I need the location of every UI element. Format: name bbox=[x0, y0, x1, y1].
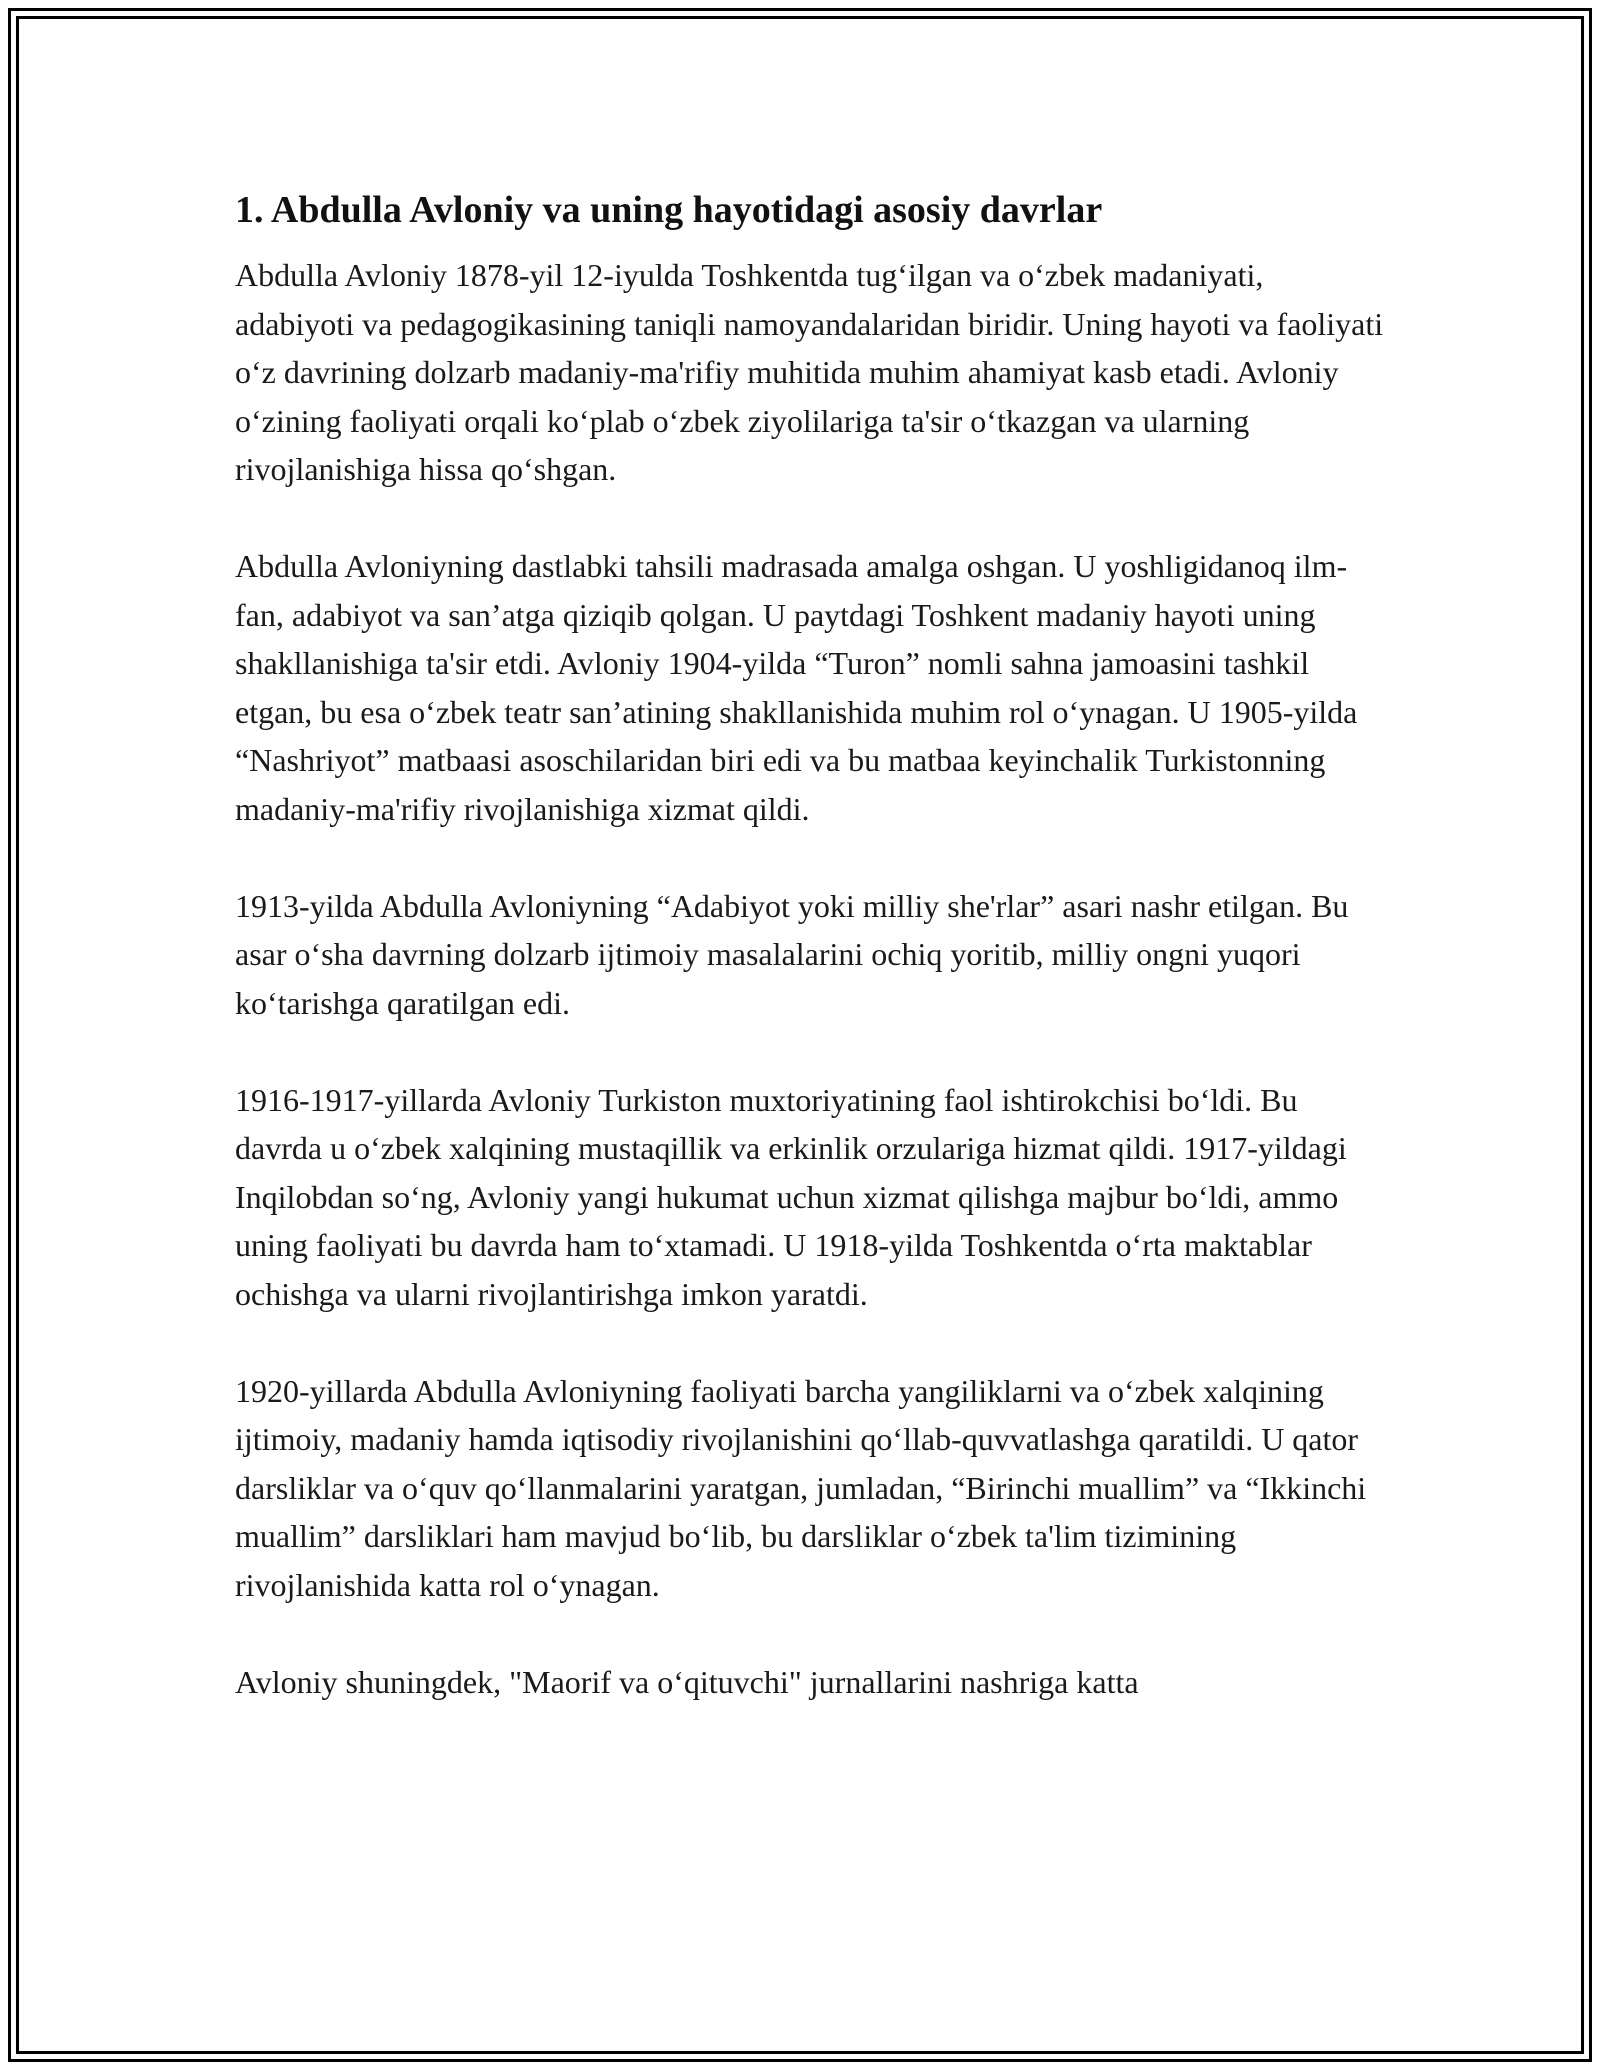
paragraph-maorif: Avloniy shuningdek, "Maorif va o‘qituvchi" jurnallarini nashriga katta bbox=[235, 1663, 1139, 1700]
document-body bbox=[235, 186, 1385, 1755]
paragraph-birth: Abdulla Avloniy 1878-yil 12-iyulda Toshkentda tug‘ilgan va o‘zbek madaniyati, adabiyoti va pedagogikasining taniqli namoyandalaridan biridir. Uning hayoti va faoliyati o‘z davrining dolzarb madaniy-ma'rifiy muhitida muhim ahamiyat kasb etadi. Avloniy o‘zining faoliyati orqali ko‘plab o‘zbek ziyolilariga ta'sir o‘tkazgan va ularning rivojlanishiga hissa qo‘shgan. bbox=[235, 257, 1384, 487]
paragraph-1913: 1913-yilda Abdulla Avloniyning “Adabiyot yoki milliy she'rlar” asari nashr etilgan. Bu asar o‘sha davrning dolzarb ijtimoiy masalalarini ochiq yoritib, milliy ongni yuqori ko‘tarishga qaratilgan edi. bbox=[235, 887, 1349, 1021]
paragraph-1920s: 1920-yillarda Abdulla Avloniyning faoliyati barcha yangiliklarni va o‘zbek xalqining ijtimoiy, madaniy hamda iqtisodiy rivojlanishini qo‘llab-quvvatlashga qaratildi. U qator darsliklar va o‘quv qo‘llanmalarini yaratgan, jumladan, “Birinchi muallim” va “Ikkinchi muallim” darsliklari ham mavjud bo‘lib, bu darsliklar o‘zbek ta'lim tizimining rivojlanishida katta rol o‘ynagan. bbox=[235, 1372, 1367, 1603]
section-heading: 1. Abdulla Avloniy va uning hayotidagi asosiy davrlar bbox=[235, 189, 1103, 231]
paragraph-1916-1917: 1916-1917-yillarda Avloniy Turkiston muxtoriyatining faol ishtirokchisi bo‘ldi. Bu davrda u o‘zbek xalqining mustaqillik va erkinlik orzulariga hizmat qildi. 1917-yildagi Inqilobdan so‘ng, Avloniy yangi hukumat uchun xizmat qilishga majbur bo‘ldi, ammo uning faoliyati bu davrda ham to‘xtamadi. U 1918-yilda Toshkentda o‘rta maktablar ochishga va ularni rivojlantirishga imkon yaratdi. bbox=[235, 1081, 1347, 1312]
paragraph-education: Abdulla Avloniyning dastlabki tahsili madrasada amalga oshgan. U yoshligidanoq ilm-fan, adabiyot va san’atga qiziqib qolgan. U paytdagi Toshkent madaniy hayoti uning shakllanishiga ta'sir etdi. Avloniy 1904-yilda “Turon” nomli sahna jamoasini tashkil etgan, bu esa o‘zbek teatr san’atining shakllanishida muhim rol o‘ynagan. U 1905-yilda “Nashriyot” matbaasi asoschilaridan biri edi va bu matbaa keyinchalik Turkistonning madaniy-ma'rifiy rivojlanishiga xizmat qildi. bbox=[235, 548, 1358, 827]
